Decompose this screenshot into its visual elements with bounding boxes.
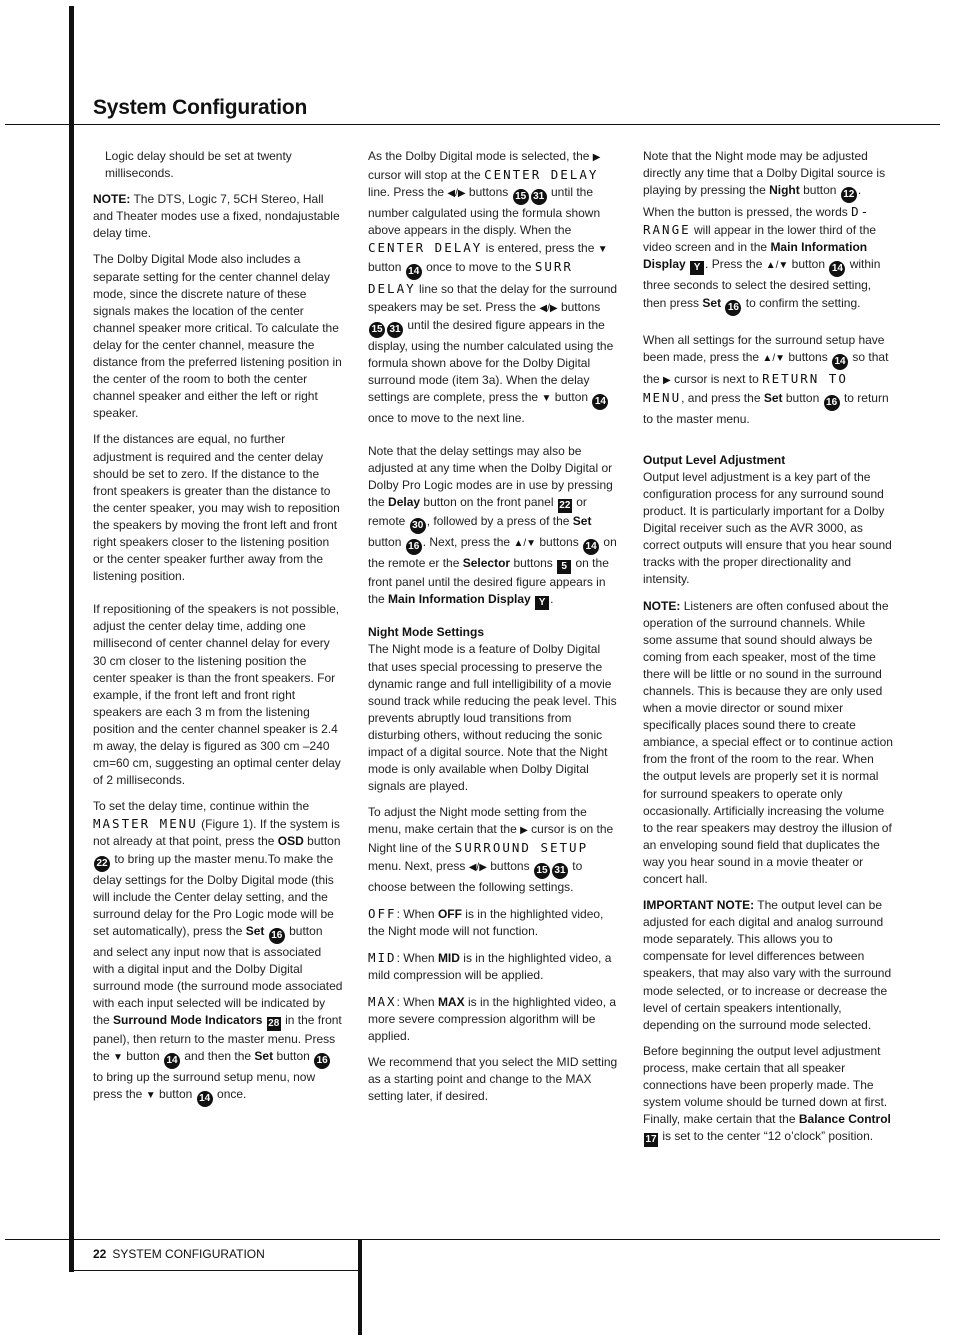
paragraph: The Night mode is a feature of Dolby Digital that uses special processing to preserve the dynamic range and full intelligibility of a movie sound track while reducing the peak level. This prevents abruptly loud transitions from disturbing others, without reducing the sonic impact of a digital source. Note that the Night mode is only available when Dolby Digital signals are played. <box>368 642 617 794</box>
folio-label: SYSTEM CONFIGURATION <box>112 1247 265 1261</box>
footer-rule <box>5 1239 940 1240</box>
down-arrow-icon: ▼ <box>145 1090 156 1102</box>
callout-number: 14 <box>406 264 422 280</box>
note-paragraph: NOTE: Listeners are often confused about the operation of the surround channels. While some assume that sound should always be coming from each speaker, most of the time there will be little or no sound in the surround channels. This is because they are only used when a movie director or sound mixer specifically places sound there to create ambiance, a special effect or to continue action from the front of the room to the rear. When the output levels are properly set it is normal for surround speakers to operate only occasionally. Artificially increasing the volume to the rear speakers may destroy the illusion of an enveloping sound field that duplicates the way you hear sound in a movie theater or concert hall. <box>643 598 893 886</box>
callout-number: 12 <box>841 187 857 203</box>
paragraph: The Dolby Digital Mode also includes a separate setting for the center channel delay mode, since the discrete nature of these signals makes the location of the center channel speaker more critical. To calculate the delay for the center channel, measure the distance from the preferred listening position in the center of the room to both the center channel speaker and either the left or right speaker. <box>93 252 342 421</box>
down-arrow-icon: ▼ <box>541 392 552 404</box>
callout-number: 16 <box>314 1053 330 1069</box>
folio-underline <box>69 1270 359 1271</box>
right-arrow-icon: ▶ <box>592 152 601 163</box>
paragraph: If the distances are equal, no further adjustment is required and the center delay should be set to zero. If the distance to the front speakers is greater than the distance to the center speaker, you may wish to reposition the speakers by moving the front left and front right speakers closer to the listening position or the center speaker further away from the listening position. <box>93 432 340 584</box>
callout-number: 15 <box>534 863 550 879</box>
callout-square: 22 <box>559 500 571 512</box>
callout-number: 31 <box>552 863 568 879</box>
paragraph: OFF: When OFF is in the highlighted video, the Night mode will not function. <box>368 905 604 938</box>
header-rule <box>5 124 940 125</box>
callout-number: 16 <box>406 539 422 555</box>
right-arrow-icon: ▶ <box>520 825 528 837</box>
up-down-arrow-icon: ▲/▼ <box>765 260 789 272</box>
paragraph: Before beginning the output level adjustment process, make certain that all speaker connections have been properly made. The system volume should be turned down at first. Finally, make certain that the Balance Control 17 is set to the center “12 o’clock” position. <box>643 1043 891 1146</box>
callout-number: 15 <box>513 189 529 205</box>
paragraph: To set the delay time, continue within the MASTER MENU (Figure 1). If the system is not already at that point, press the OSD button 22 to bring up the master menu.To make the delay settings for the Dolby Digital mode (this will include the Center delay setting, and the surround delay for the Pro Logic mode will be set automatically), press the Set 16 button and select any input now that is associated with a digital input and the Dolby Digital surround mode (the surround mode associated with each input selected will be indicated by the Surround Mode Indicators 28 in the front panel), then return to the master menu. Press the ▼ button 14 and then the Set button 16 to bring up the surround setup menu, now press the ▼ button 14 once. <box>93 798 343 1107</box>
callout-number: 22 <box>94 856 110 872</box>
paragraph: MID: When MID is in the highlighted video, a mild compression will be applied. <box>368 949 612 982</box>
callout-number: 15 <box>369 322 385 338</box>
callout-number: 14 <box>164 1053 180 1069</box>
callout-number: 14 <box>583 539 599 555</box>
paragraph: Output level adjustment is a key part of the configuration process for any surround sound product. It is particularly important for a Dolby Digital receiver such as the AVR 3000, as correct outputs will ensure that you hear sound tracks with the proper directionality and intensity. <box>643 469 892 587</box>
lcd-text-return-to-menu: RETURN TO MENU <box>643 370 848 405</box>
down-arrow-icon: ▼ <box>597 244 608 256</box>
column-1 <box>93 148 343 1116</box>
callout-square: Y <box>535 596 549 610</box>
callout-number: 14 <box>592 394 608 410</box>
callout-square: Y <box>690 261 704 275</box>
page-title: System Configuration <box>93 96 308 119</box>
right-arrow-icon: ▶ <box>663 374 671 386</box>
page-number: 22 <box>93 1247 107 1261</box>
lcd-text-center-delay: CENTER DELAY <box>484 167 599 183</box>
lcd-text-surround-setup: SURROUND SETUP <box>454 840 589 856</box>
lcd-text-mid: MID <box>368 949 397 965</box>
callout-number: 14 <box>832 354 848 370</box>
note-paragraph: NOTE: The DTS, Logic 7, 5CH Stereo, Hall and Theater modes use a fixed, nondajustable delay time. <box>93 192 340 241</box>
section-heading-night-mode: Night Mode Settings <box>368 625 484 640</box>
column-3 <box>643 148 893 1156</box>
paragraph: Note that the delay settings may also be adjusted at any time when the Dolby Digital or Dolby Pro Logic modes are in use by pressing the Delay button on the front panel 22 or remote 30 , followed by a press of the Set button 16 . Next, press the ▲/▼ buttons 14 on the remote er the Selector buttons 5 on the front panel until the desired figure appears in the Main Information Display Y . <box>368 444 617 609</box>
paragraph: To adjust the Night mode setting from the menu, make certain that the ▶ cursor is on the Night line of the SURROUND SETUP menu. Next, press ◀/▶ buttons 15 31 to choose between the following settings. <box>368 805 614 894</box>
callout-number: 16 <box>269 928 285 944</box>
callout-square: 28 <box>268 1018 280 1030</box>
footer-divider-bar <box>358 1239 362 1335</box>
lcd-text-max: MAX <box>368 994 397 1009</box>
lcd-text-center-delay: CENTER DELAY <box>368 240 483 256</box>
callout-number: 16 <box>824 395 840 411</box>
page-folio <box>93 1247 265 1261</box>
left-margin-bar <box>69 6 74 1272</box>
paragraph: Logic delay should be set at twenty milliseconds. <box>105 149 292 181</box>
callout-number: 14 <box>197 1091 213 1107</box>
paragraph: Note that the Night mode may be adjusted directly any time that a Dolby Digital source is playing by pressing the Night button 12 . When the button is pressed, the words D-RANGE will appear in the lower third of the video screen and in the Main Information Display Y . Press the ▲/▼ button 14 within three seconds to select the desired setting, then press Set 16 to confirm the setting. <box>643 148 893 316</box>
callout-number: 31 <box>387 322 403 338</box>
callout-number: 31 <box>531 189 547 205</box>
up-down-arrow-icon: ▲/▼ <box>762 352 785 364</box>
callout-number: 14 <box>829 261 845 277</box>
paragraph: MAX: When MAX is in the highlighted video, a more severe compression algorithm will be applied. <box>368 994 617 1044</box>
lcd-text-master-menu: MASTER MENU <box>93 816 198 832</box>
note-label: NOTE: <box>93 192 131 207</box>
paragraph: When all settings for the surround setup have been made, press the ▲/▼ buttons 14 so that the ▶ cursor is next to RETURN TO MENU, and press the Set button 16 to return to the master menu. <box>643 332 889 426</box>
up-down-arrow-icon: ▲/▼ <box>513 538 537 550</box>
callout-number: 30 <box>410 518 426 534</box>
lcd-text-surr-delay: SURR DELAY <box>368 259 573 297</box>
callout-square: 17 <box>645 1134 657 1146</box>
section-heading-output-level: Output Level Adjustment <box>643 452 786 467</box>
down-arrow-icon: ▼ <box>113 1052 123 1064</box>
left-right-arrow-icon: ◀/▶ <box>468 861 487 873</box>
callout-square: 5 <box>557 560 571 574</box>
lcd-text-off: OFF <box>368 905 397 921</box>
callout-number: 16 <box>725 300 741 316</box>
left-right-arrow-icon: ◀/▶ <box>539 302 558 314</box>
lcd-text-d-range: D-RANGE <box>643 204 871 238</box>
paragraph: We recommend that you select the MID setting as a starting point and change to the MAX setting later, if desired. <box>368 1055 618 1104</box>
column-2 <box>368 148 618 1115</box>
important-note-paragraph: IMPORTANT NOTE: The output level can be adjusted for each digital and analog surround mode separately. This allows you to compensate for level differences between speakers, that may also vary with the surround mode selected, or to increase or decrease the level of certain speakers intentionally, depending on the surround mode selected. <box>643 898 892 1032</box>
paragraph: If repositioning of the speakers is not possible, adjust the center delay time, adding one millisecond of center channel delay for every 30 cm closer to the listening position the center speaker is than the front speakers. For example, if the front left and front right speakers are each 3 m from the listening position and the center channel speaker is 2.4 m away, the delay is figured as 300 cm –240 cm=60 cm, suggesting an optimal center delay of 2 milliseconds. <box>93 602 341 788</box>
left-right-arrow-icon: ◀/▶ <box>447 188 466 200</box>
paragraph: As the Dolby Digital mode is selected, the ▶ cursor will stop at the CENTER DELAY line. Press the ◀/▶ buttons 15 31 until the number calgulated using the formula shown above appears in the disply. When the CENTER DELAY is entered, press the ▼ button 14 once to move to the SURR DELAY line so that the delay for the surround speakers may be set. Press the ◀/▶ buttons 15 31 until the desired figure appears in the display, using the number calculated using the formula shown above for the Dolby Digital surround mode (item 3a). When the delay settings are complete, press the ▼ button 14 once to move to the next line. <box>368 149 618 425</box>
